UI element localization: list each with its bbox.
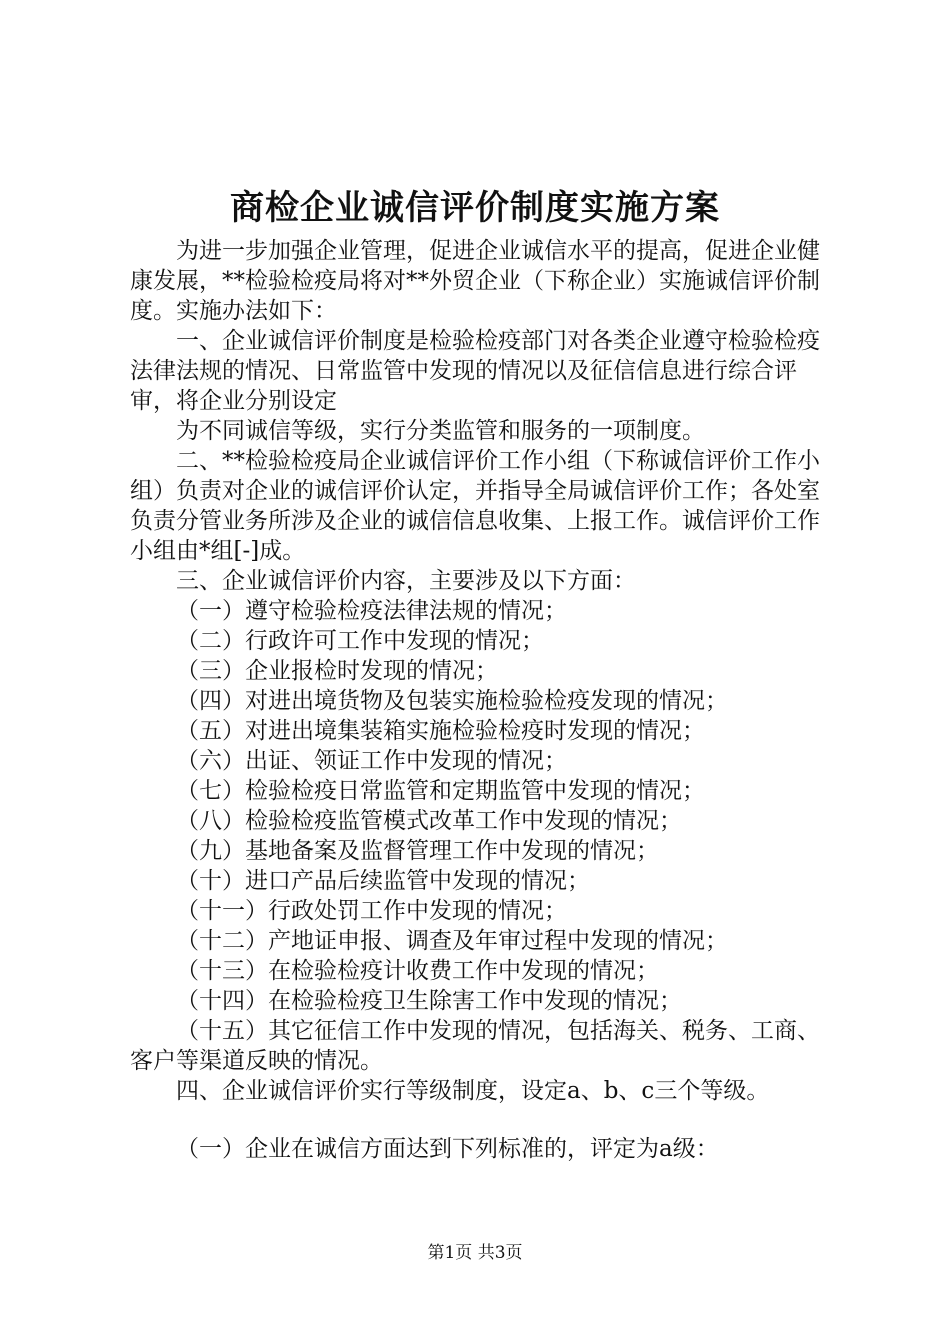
section-four-item: （一）企业在诚信方面达到下列标准的，评定为a级：	[176, 1136, 719, 1162]
list-item: （十）进口产品后续监管中发现的情况；	[176, 868, 590, 894]
document-body	[130, 236, 830, 1164]
document-title: 商检企业诚信评价制度实施方案	[230, 188, 720, 228]
section-three-heading: 三、企业诚信评价内容，主要涉及以下方面：	[176, 568, 636, 594]
section-one-continuation: 为不同诚信等级，实行分类监管和服务的一项制度。	[176, 418, 705, 444]
list-item: （一）遵守检验检疫法律法规的情况；	[176, 598, 567, 624]
list-item: （十二）产地证申报、调查及年审过程中发现的情况；	[176, 928, 728, 954]
section-four-heading: 四、企业诚信评价实行等级制度，设定a、b、c三个等级。	[176, 1078, 770, 1104]
section-two-paragraph: 二、**检验检疫局企业诚信评价工作小组（下称诚信评价工作小组）负责对企业的诚信评价认定，并指导全局诚信评价工作；各处室负责分管业务所涉及企业的诚信信息收集、上报工作。诚信评价工作小组由*组[-]成。	[130, 448, 820, 564]
list-item: （七）检验检疫日常监管和定期监管中发现的情况；	[176, 778, 705, 804]
list-item: （十三）在检验检疫计收费工作中发现的情况；	[176, 958, 659, 984]
list-item: （八）检验检疫监管模式改革工作中发现的情况；	[176, 808, 682, 834]
list-item: （二）行政许可工作中发现的情况；	[176, 628, 544, 654]
page-footer: 第1页 共3页	[427, 1243, 523, 1263]
list-item: （五）对进出境集装箱实施检验检疫时发现的情况；	[176, 718, 705, 744]
list-item: （九）基地备案及监督管理工作中发现的情况；	[176, 838, 659, 864]
list-item: （十一）行政处罚工作中发现的情况；	[176, 898, 567, 924]
list-item: （十五）其它征信工作中发现的情况，包括海关、税务、工商、客户等渠道反映的情况。	[130, 1018, 820, 1074]
list-item: （六）出证、领证工作中发现的情况；	[176, 748, 567, 774]
paragraph-gap	[130, 1106, 830, 1134]
section-one-paragraph: 一、企业诚信评价制度是检验检疫部门对各类企业遵守检验检疫法律法规的情况、日常监管中发现的情况以及征信信息进行综合评审，将企业分别设定	[130, 328, 820, 414]
list-item: （四）对进出境货物及包装实施检验检疫发现的情况；	[176, 688, 728, 714]
list-item: （十四）在检验检疫卫生除害工作中发现的情况；	[176, 988, 682, 1014]
intro-paragraph: 为进一步加强企业管理，促进企业诚信水平的提高，促进企业健康发展，**检验检疫局将对**外贸企业（下称企业）实施诚信评价制度。实施办法如下：	[130, 238, 820, 324]
list-item: （三）企业报检时发现的情况；	[176, 658, 498, 684]
